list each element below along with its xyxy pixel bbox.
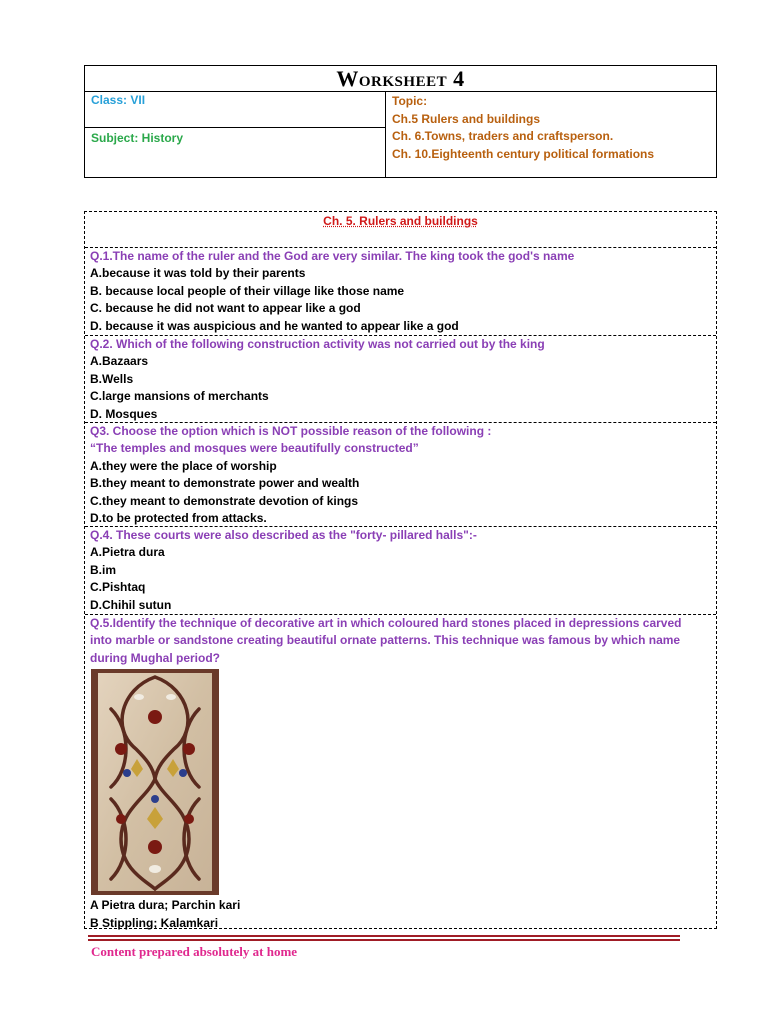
option-a: A.because it was told by their parents [90,266,306,281]
option-c: C.large mansions of merchants [90,389,269,404]
option-a: A.they were the place of worship [90,458,277,473]
question-text: Q.4. These courts were also described as the "forty- pillared halls":- [90,528,477,542]
question-text: Q.5.Identify the technique of decorative art in which coloured hard stones placed in depressions carved into marble or sandstone creating beautiful ornate patterns. This technique was famous by which name during Mughal period? [90,616,682,665]
option-b: B.Wells [90,371,134,386]
option-a: A.Pietra dura [90,545,165,560]
question-block-4 [85,527,716,615]
topic-item: Ch. 6.Towns, traders and craftsperson. [392,129,614,143]
topic-item: Ch.5 Rulers and buildings [392,111,541,126]
worksheet-title: Worksheet 4 [85,66,716,92]
option-c: C.Pishtaq [90,580,146,595]
option-b: B.they meant to demonstrate power and wealth [90,476,360,491]
topic-label: Topic: [392,94,428,108]
option-c: C. because he did not want to appear like a god [90,301,361,316]
question-quote: “The temples and mosques were beautifully constructed” [90,441,419,456]
option-b: B. because local people of their village like those name [90,283,405,298]
option-a: A Pietra dura; Parchin kari [90,898,241,913]
option-d: D. because it was auspicious and he wanted to appear like a god [90,318,459,333]
footer-note: Content prepared absolutely at home [91,944,298,959]
option-c: C.they meant to demonstrate devotion of kings [90,493,359,508]
question-block-5 [85,615,716,932]
option-b: B.im [90,562,117,577]
option-d: D.Chihil sutun [90,597,172,612]
question-block-1 [85,248,716,336]
class-label: Class: VII [85,92,385,128]
chapter-section [84,211,717,929]
subject-label: Subject: History [91,131,184,145]
question-text: Q3. Choose the option which is NOT possible reason of the following : [90,424,492,438]
question-block-3 [85,423,716,527]
option-d: D.to be protected from attacks. [90,511,267,526]
question-block-2 [85,336,716,423]
footer-rule [88,935,680,943]
chapter-title: Ch. 5. Rulers and buildings [85,212,716,248]
header-info-row [85,92,716,178]
topic-item: Ch. 10.Eighteenth century political formations [392,146,655,161]
header-left-column [85,92,386,178]
topic-cell [386,92,716,178]
option-a: A.Bazaars [90,354,149,369]
worksheet-header [84,65,717,178]
option-b: B Stippling; Kalamkari [90,915,219,930]
question-text: Q.2. Which of the following construction activity was not carried out by the king [90,337,545,351]
pietra-dura-image [91,669,219,895]
question-text: Q.1.The name of the ruler and the God are very similar. The king took the god's name [90,249,575,263]
option-d: D. Mosques [90,406,158,421]
